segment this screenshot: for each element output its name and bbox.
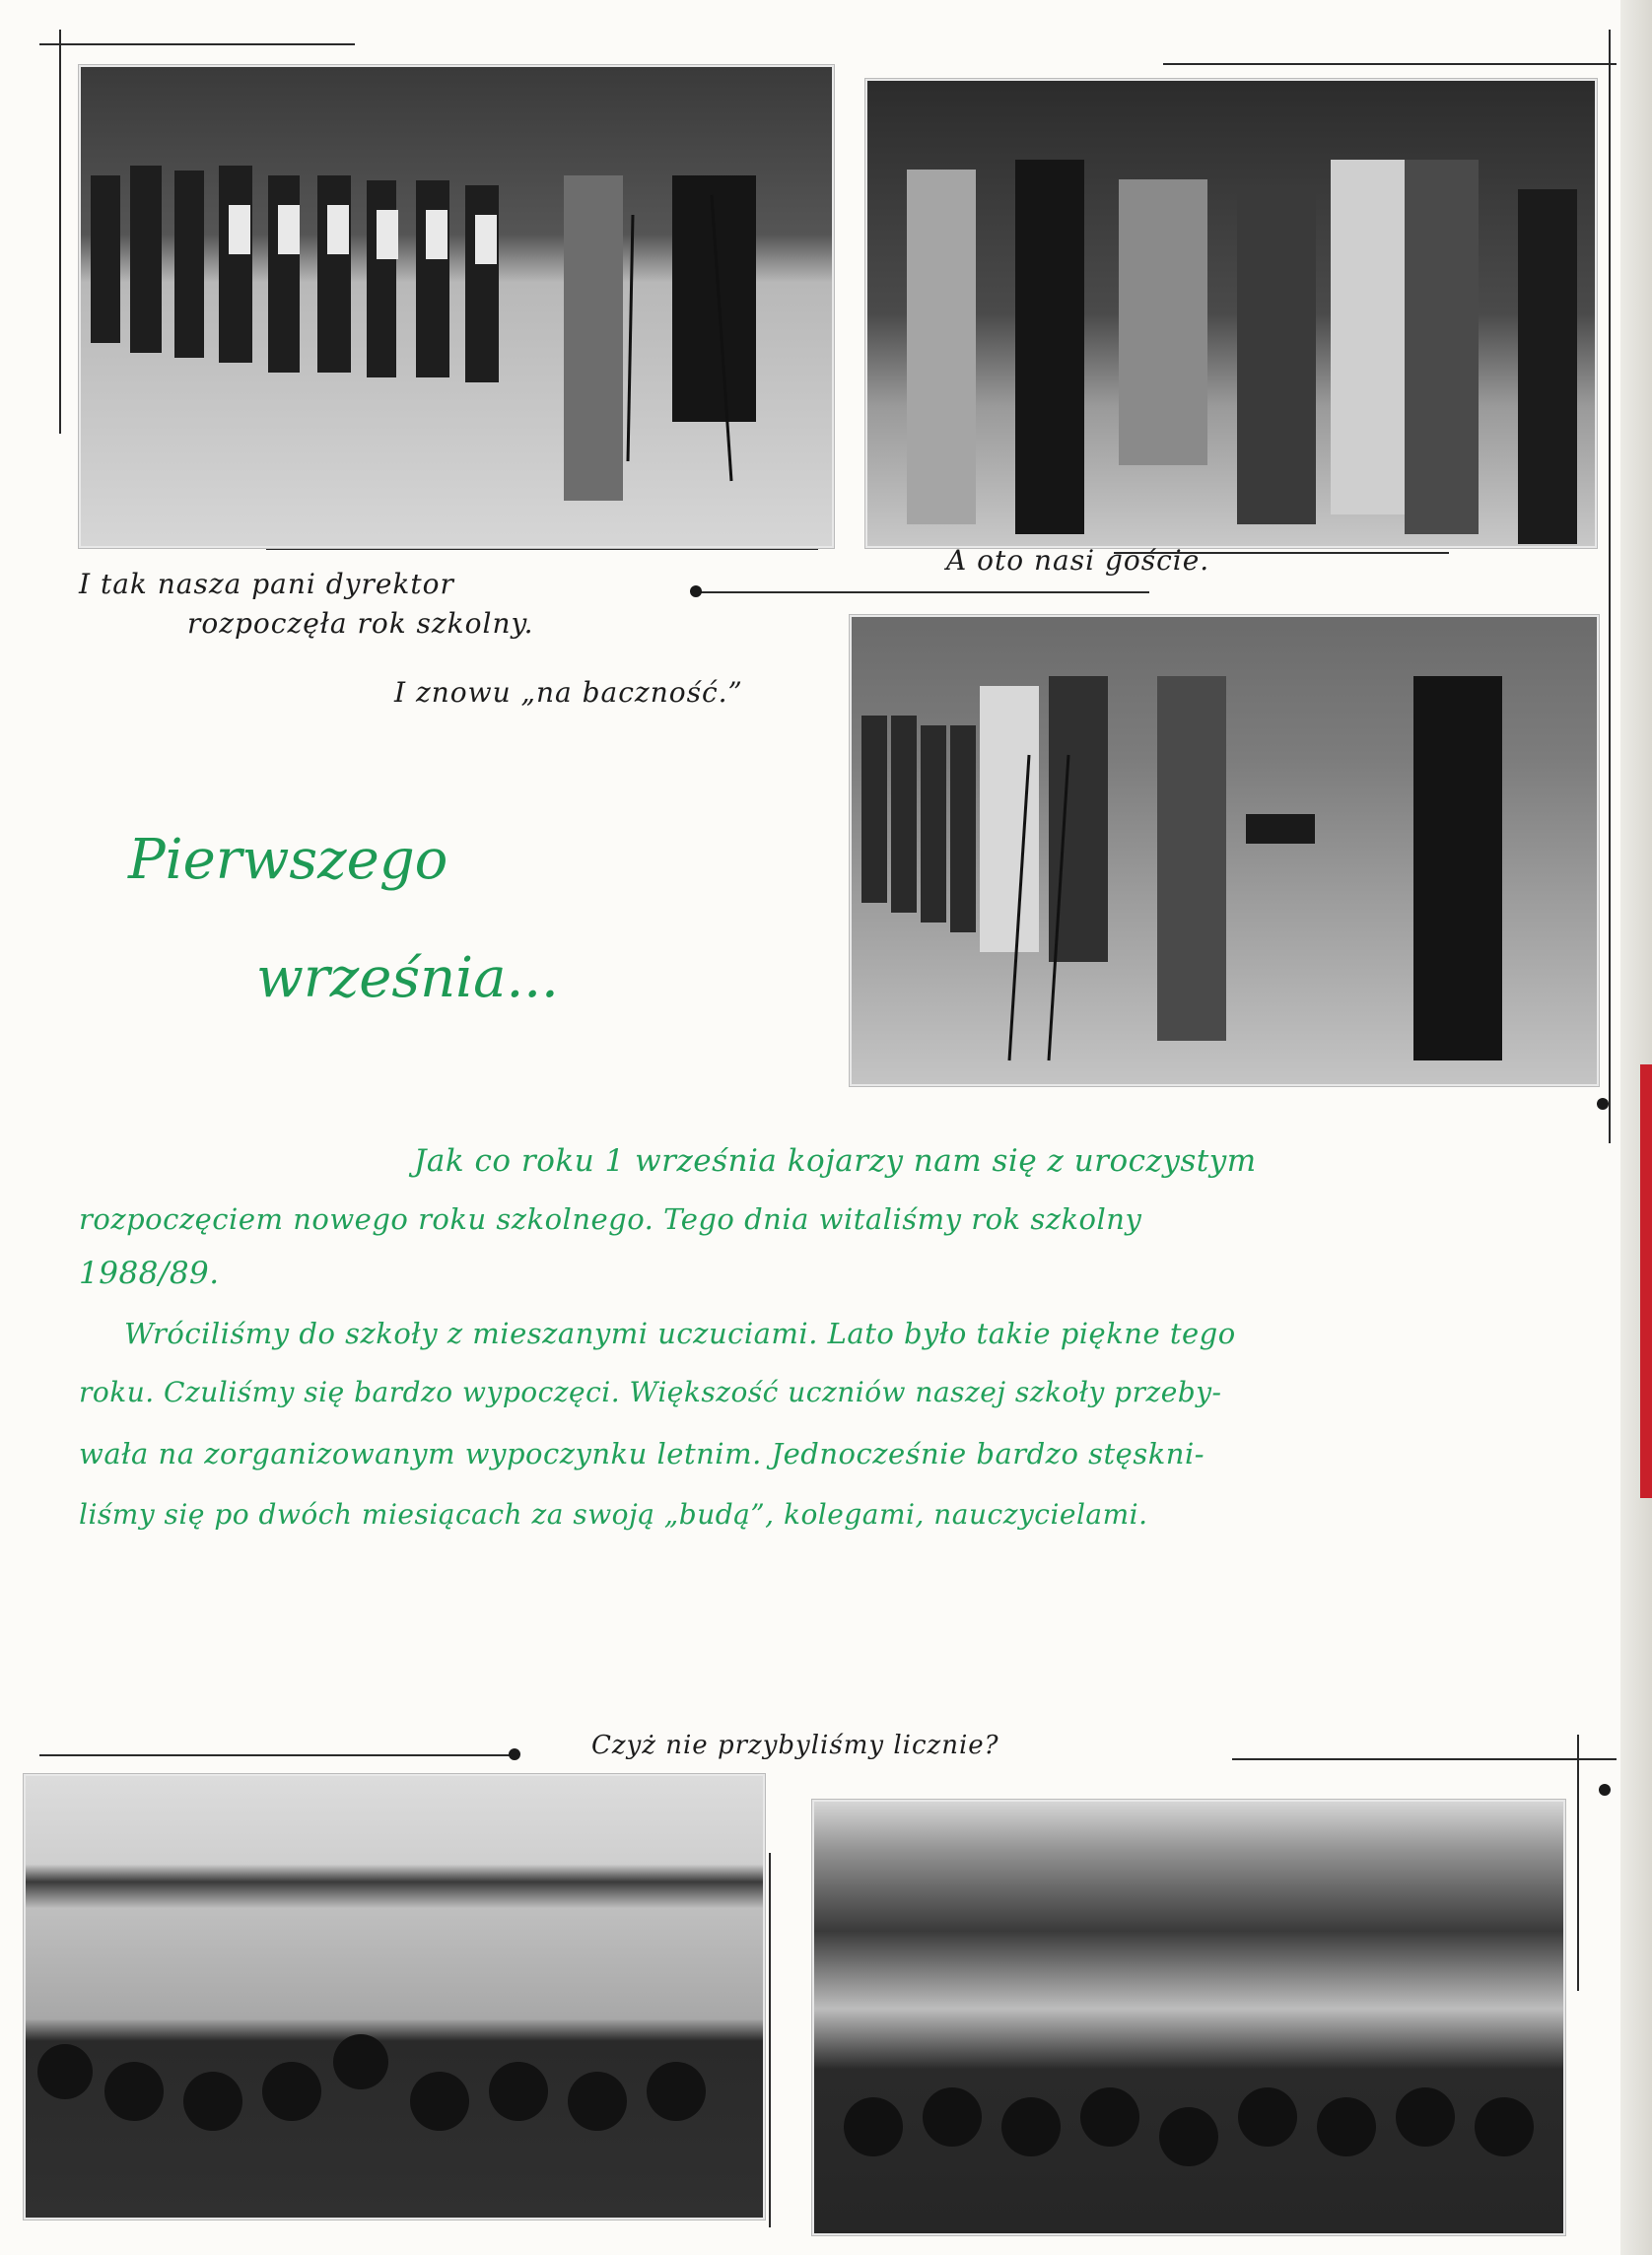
caption-crowd: Czyż nie przybyliśmy licznie?	[591, 1731, 999, 1760]
corner-dot	[690, 585, 702, 597]
body-line-4: Wróciliśmy do szkoły z mieszanymi uczuciami. Lato było takie piękne tego	[124, 1317, 1236, 1350]
caption-attention: I znowu „na baczność.”	[394, 676, 743, 709]
corner-line	[769, 1853, 771, 2227]
body-line-7: liśmy się po dwóch miesiącach za swoją „budą”, kolegami, nauczycielami.	[79, 1498, 1148, 1531]
photo-attention	[850, 615, 1599, 1086]
corner-line	[1232, 1758, 1617, 1760]
page-title-line1: Pierwszego	[128, 828, 448, 892]
caption-director-line1: I tak nasza pani dyrektor	[79, 568, 454, 600]
body-line-3: 1988/89.	[79, 1256, 220, 1291]
body-line-1: Jak co roku 1 września kojarzy nam się z uroczystym	[414, 1143, 1257, 1179]
corner-dot	[1597, 1098, 1609, 1110]
caption-director-line2: rozpoczęła rok szkolny.	[187, 607, 534, 640]
corner-line	[39, 1754, 513, 1756]
corner-line	[39, 43, 355, 45]
photo-director-speech	[79, 65, 834, 548]
corner-dot	[509, 1748, 520, 1760]
photo-crowd-left	[24, 1774, 765, 2220]
photo-crowd-right	[812, 1800, 1565, 2235]
corner-dot	[1599, 1784, 1611, 1796]
corner-line	[59, 30, 61, 434]
page-title-line2: września...	[256, 946, 559, 1010]
photo-guests	[865, 79, 1597, 548]
body-line-2: rozpoczęciem nowego roku szkolnego. Tego dnia witaliśmy rok szkolny	[79, 1202, 1142, 1236]
corner-line	[1163, 63, 1617, 65]
corner-line	[696, 591, 1149, 593]
corner-line	[1577, 1735, 1579, 1991]
red-edge-tab	[1640, 1064, 1652, 1498]
corner-line	[1609, 30, 1611, 1143]
corner-line	[266, 548, 818, 550]
caption-guests: A oto nasi goście.	[946, 544, 1210, 577]
body-line-5: roku. Czuliśmy się bardzo wypoczęci. Większość uczniów naszej szkoły przeby-	[79, 1376, 1222, 1408]
body-line-6: wała na zorganizowanym wypoczynku letnim. Jednocześnie bardzo stęskni-	[79, 1437, 1205, 1470]
